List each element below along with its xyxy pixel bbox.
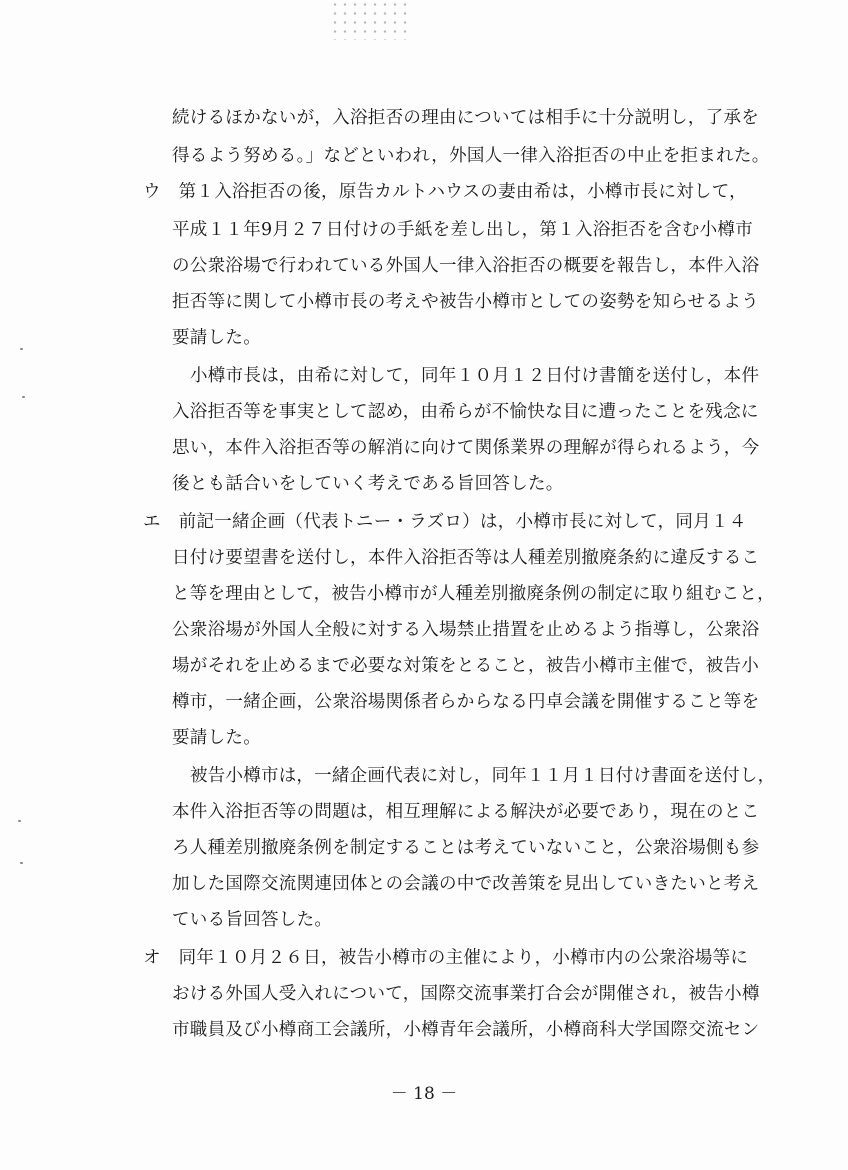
text-line: と等を理由として，被告小樽市が人種差別撤廃条例の制定に取り組むこと， bbox=[172, 584, 775, 604]
text-line: 平成１１年9月２７日付けの手紙を差し出し，第１入浴拒否を含む小樽市 bbox=[172, 220, 754, 240]
text-line: おける外国人受入れについて，国際交流事業打合会が開催され，被告小樽 bbox=[172, 984, 760, 1004]
page-number: － 18 － bbox=[390, 1084, 458, 1104]
text-line: 要請した。 bbox=[172, 328, 261, 348]
text-line: 市職員及び小樽商工会議所，小樽青年会議所，小樽商科大学国際交流セン bbox=[172, 1020, 760, 1040]
text-line: の公衆浴場で行われている外国人一律入浴拒否の概要を報告し，本件入浴 bbox=[172, 256, 760, 276]
text-line: 思い，本件入浴拒否等の解消に向けて関係業界の理解が得られるよう，今 bbox=[172, 438, 760, 458]
text-line: ている旨回答した。 bbox=[172, 910, 333, 930]
scan-speck bbox=[20, 862, 23, 864]
text-line: 場がそれを止めるまで必要な対策をとること，被告小樽市主催で，被告小 bbox=[172, 656, 760, 676]
text-line: 拒否等に関して小樽市長の考えや被告小樽市としての姿勢を知らせるよう bbox=[172, 292, 759, 312]
scan-speck bbox=[20, 348, 23, 350]
text-line: 本件入浴拒否等の問題は，相互理解による解決が必要であり，現在のとこ bbox=[172, 802, 760, 822]
text-line: 要請した。 bbox=[172, 728, 261, 748]
text-line: 後とも話合いをしていく考えである旨回答した。 bbox=[172, 474, 564, 494]
text-line: 小樽市長は，由希に対して，同年１０月１２日付け書簡を送付し，本件 bbox=[190, 366, 760, 386]
text-line: 加した国際交流関連団体との会議の中で改善策を見出していきたいと考え bbox=[172, 874, 760, 894]
text-line: 入浴拒否等を事実として認め，由希らが不愉快な目に遭ったことを残念に bbox=[172, 402, 759, 422]
text-line: ウ 第１入浴拒否の後，原告カルトハウスの妻由希は，小樽市長に対して， bbox=[143, 182, 747, 202]
binding-holes bbox=[330, 0, 410, 40]
text-line: エ 前記一緒企画（代表トニー・ラズロ）は，小樽市長に対して，同月１４ bbox=[143, 512, 747, 532]
text-line: オ 同年１０月２６日，被告小樽市の主催により，小樽市内の公衆浴場等に bbox=[143, 948, 749, 968]
text-line: 被告小樽市は，一緒企画代表に対し，同年１１月１日付け書面を送付し， bbox=[190, 766, 776, 786]
scan-speck bbox=[18, 820, 21, 822]
text-line: 得るよう努める。」などといわれ，外国人一律入浴拒否の中止を拒まれた。 bbox=[172, 146, 770, 166]
text-line: 日付け要望書を送付し，本件入浴拒否等は人種差別撤廃条約に違反するこ bbox=[172, 548, 760, 568]
text-line: 続けるほかないが，入浴拒否の理由については相手に十分説明し，了承を bbox=[172, 108, 760, 128]
scan-speck bbox=[22, 396, 25, 398]
text-line: 樽市，一緒企画，公衆浴場関係者らからなる円卓会議を開催すること等を bbox=[172, 692, 760, 712]
text-line: 公衆浴場が外国人全般に対する入場禁止措置を止めるよう指導し，公衆浴 bbox=[172, 620, 760, 640]
text-line: ろ人種差別撤廃条例を制定することは考えていないこと，公衆浴場側も参 bbox=[172, 838, 760, 858]
